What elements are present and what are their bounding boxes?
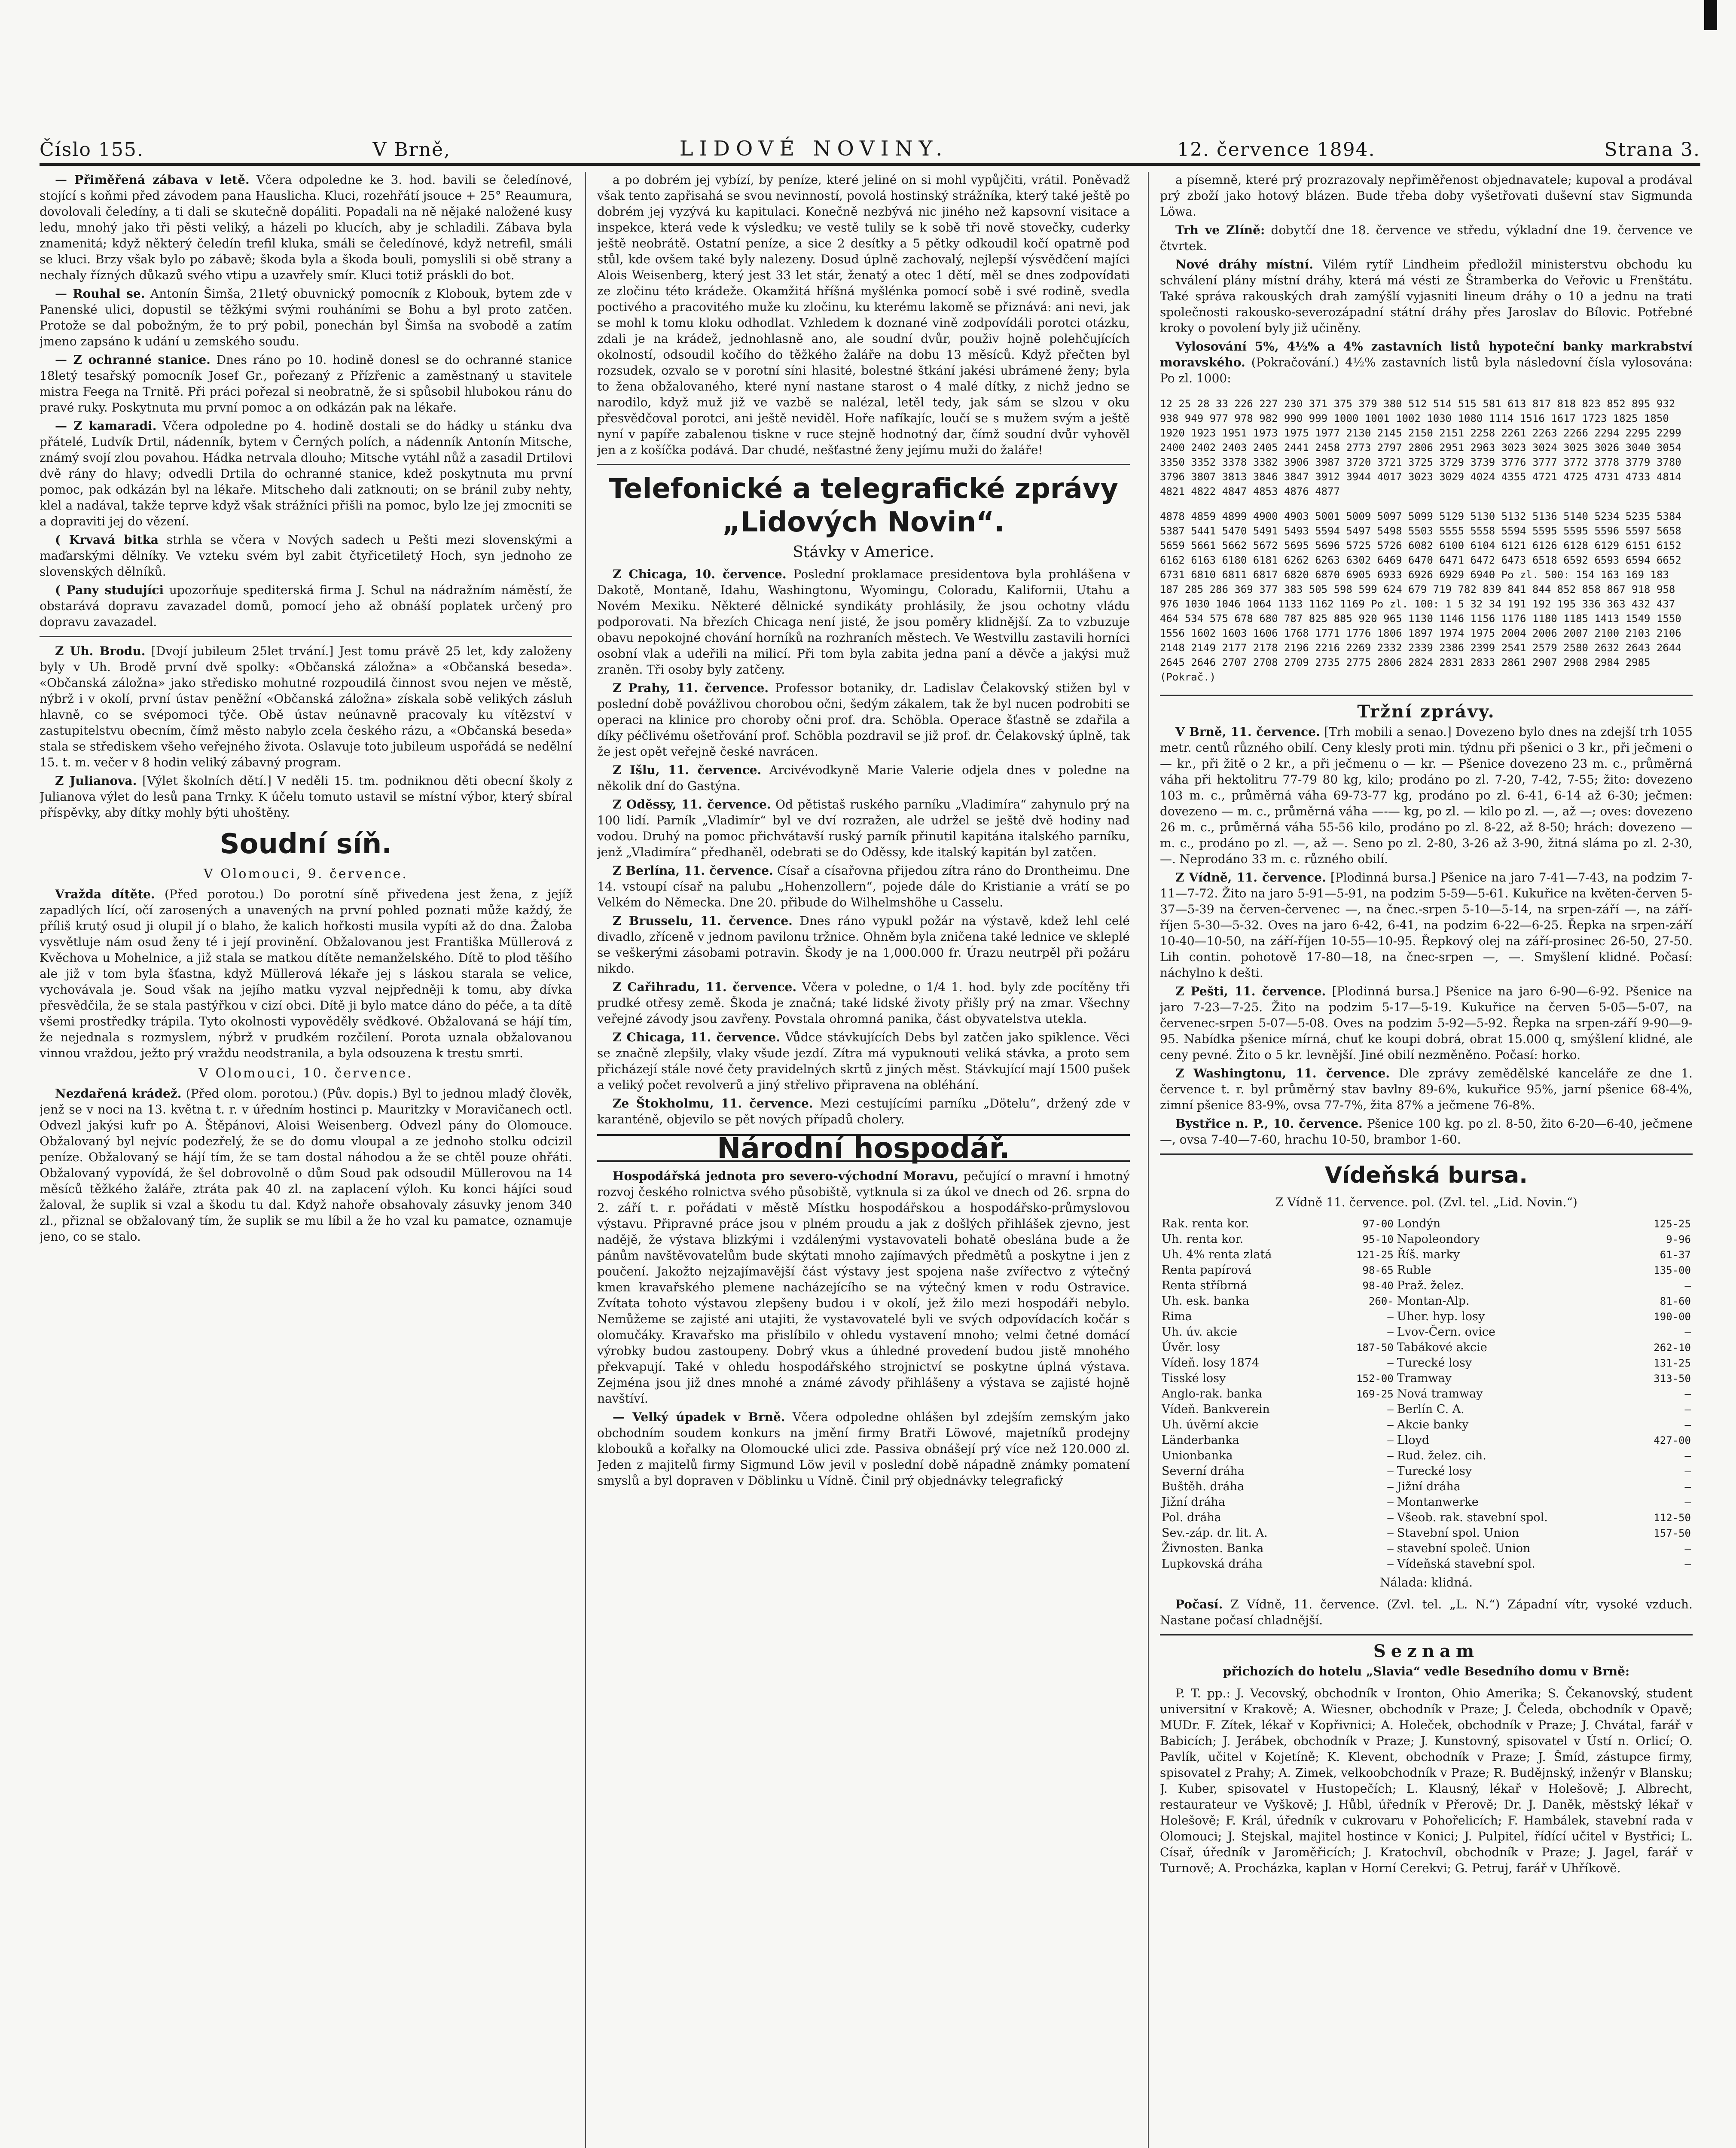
bourse-security: Uher. hyp. losy [1397,1310,1485,1323]
article-title: Nové dráhy místní. [1175,257,1314,272]
article-text: (Pokračování.) 4½% zastavních listů byla následovní čísla vylosována: Po zl. 1000: [1160,355,1693,385]
bourse-row [1160,1479,1693,1495]
bourse-value: — [1684,1543,1691,1555]
bourse-value: 61-37 [1660,1249,1691,1261]
bourse-row [1160,1247,1693,1263]
bourse-security: Vídeň. losy 1874 [1162,1356,1260,1370]
bourse-security: Turecké losy [1397,1465,1472,1478]
article-title: Nezdařená krádež. [55,1086,182,1101]
column-3 [1160,172,1693,2148]
article-text: Vilém rytíř Lindheim předložil ministerstvu obchodu ku schválení plány místní dráhy, která má vésti ze Štramberka do Veřovic u Frenštátu. Také správa rakouských drah zamýšlí vyjasniti lineum dráhy o 10 a jednu na trati společnosti rakousko-severozápadní státní dráhy přes Jaroslav do Bílovic. Potřebné kroky o povolení byly již učiněny. [1160,257,1693,335]
weather-title: Počasí. [1175,1597,1223,1611]
bourse-value: — [1387,1527,1394,1539]
bourse-security: Turecké losy [1397,1356,1472,1370]
lottery-numbers: 4878 4859 4899 4900 4903 5001 5009 5097 5099 5129 5130 5132 5136 5140 5234 5235 5384 5387 5441 5470 5491 5493 5594 5497 5498 5503 5555 5558 5594 5595 5595 5596 5597 5658 5659 5661 5662 5672 5695 5696 5725 5726 6082 6100 6104 6121 6126 6128 6129 6151 6152 6162 6163 6180 6181 6262 6263 6302 6469 6470 6471 6472 6473 6518 6592 6593 6594 6652 6731 6810 6811 6817 6820 6870 6905 6933 6926 6929 6940 Po zl. 500: 154 163 169 183 187 285 286 369 377 383 505 598 599 624 679 719 782 839 841 844 852 858 867 918 958 976 1030 1046 1064 1133 1162 1169 Po zl. 100: 1 5 32 34 191 192 195 336 363 432 437 464 534 575 678 680 787 825 885 920 965 1130 1146 1156 1176 1180 1185 1413 1549 1550 1556 1602 1603 1606 1768 1771 1776 1806 1897 1974 1975 2004 2006 2007 2100 2103 2106 2148 2149 2177 2178 2196 2216 2269 2332 2339 2386 2399 2541 2579 2580 2632 2643 2644 2645 2646 2707 2708 2709 2735 2775 2806 2824 2831 2833 2861 2907 2908 2984 2985 (Pokrač.) [1160,510,1681,683]
article-title: Vylosování 5%, 4½% a 4% zastavních listů hypoteční banky markrabství moravského. [1160,339,1693,369]
telegram-dateline: Z Cařihradu, 11. července. [613,980,797,994]
bourse-security: Nová tramway [1397,1387,1483,1400]
article-title: — Velký úpadek v Brně. [613,1410,785,1424]
bourse-security: Londýn [1397,1217,1441,1230]
bourse-security: Akcie banky [1397,1418,1469,1431]
bourse-value: 95-10 [1362,1233,1394,1245]
bourse-row [1160,1309,1693,1324]
telegram-text: Od pětistaš ruského parníku „Vladimíra“ zahynulo prý na 100 lidí. Parník „Vladimír“ byl ve dví rozražen, ale udržel se ještě dvě hodiny nad vodou. Druhý na pomoc přichvátavší ruský parník přinutil kapitána italského parníku, jenž „Vladimíra“ předhaněl, odebrati se do Oděssy, kde italský kapitán byl zatčen. [597,797,1130,859]
bourse-value: — [1387,1465,1394,1477]
bourse-value: 152-00 [1356,1373,1394,1385]
masthead-rule [40,163,1700,166]
bourse-value: 190-00 [1654,1311,1691,1323]
bourse-value: 98-65 [1362,1264,1394,1276]
market-report [1160,870,1693,981]
article [597,1409,1130,1489]
article-text: dobytčí dne 18. července ve středu, výkladní dne 19. července ve čtvrtek. [1160,223,1693,253]
article-text: Včera odpoledne ohlášen byl zdejším zemským jako obchodním soudem konkurs na jmění firmy Bratři Löwové, majetníků prodejny klobouků a kořalky na Olomoucké ulici zde. Passiva obnášejí prý více než 120.000 zl. Jeden z majitelů firmy Sigmund Löw jevil v poslední době nápadně známky pomatení smyslů a byl dopraven v Döblinku u Vídně. Činil prý objednávky telegrafický [597,1410,1130,1488]
divider [1160,1634,1693,1635]
bourse-value: 121-25 [1356,1249,1394,1261]
bourse-row [1160,1402,1693,1417]
telegram [597,566,1130,677]
telegram [597,1029,1130,1093]
telegram-text: Poslední proklamace presidentova byla prohlášena v Dakotě, Montaně, Idahu, Washingtonu, Wyomingu, Coloradu, Kalifornii, Utahu a Novém Mexiku. Některé dělnické syndikáty prohlásily, že jsou ochotny vládu podporovati. Na březích Chicaga není jisté, že jsou poměry klidnější. Za to vzbuzuje obavu nepokojné chování horníků na rozhraních městech. Ve Westvillu zastavili horníci osobní vlak a udeřili na milicí. Při tom byla zabita jedna paní a děvče a jakýsi muž zraněn. Tři osoby byly zatčeny. [597,567,1130,677]
place: V Brně, [372,139,451,161]
bourse-row [1160,1340,1693,1355]
bourse-value: 262-10 [1654,1342,1691,1354]
bourse-value: 9-96 [1666,1233,1691,1245]
bourse-security: Unionbanka [1162,1449,1233,1462]
bourse-security: Rima [1162,1310,1192,1323]
bourse-value: — [1387,1357,1394,1369]
divider [1160,1153,1693,1155]
bourse-security: Jižní dráha [1397,1480,1461,1493]
bourse-security: Uh. úv. akcie [1162,1325,1238,1339]
article-text: a písemně, které prý prozrazovaly nepřiměřenost objednavatele; kupoval a prodával prý zboží jako hotový blázen. Bude třeba doby vyšetřovati duševní stav Sigmunda Löwa. [1160,173,1693,219]
bourse-row [1160,1355,1693,1371]
article-title: Trh ve Zlíně: [1175,223,1265,237]
bourse-security: Buštěh. dráha [1162,1480,1245,1493]
section-heading-bourse: Vídeňská bursa. [1325,1162,1528,1188]
bourse-security: Severní dráha [1162,1465,1245,1478]
section-heading-telegrams: Telefonické a telegrafické zprávy „Lidových Novin“. [608,473,1119,538]
bourse-security: Länderbanka [1162,1434,1239,1447]
telegram-text: Včera v poledne, o 1/4 1. hod. byly zde pocítěny tři prudké otřesy země. Škoda je značná; také lidské životy přišly prý na zmar. Všechny veřejné závody jsou zavřeny. Povstala ohromná panika, část obyvatelstva utekla. [597,980,1130,1026]
market-report [1160,1116,1693,1147]
bourse-security: Živnosten. Banka [1162,1542,1264,1555]
bourse-security: Lupkovská dráha [1162,1557,1263,1571]
dateline: V Olomouci, 9. července. [204,867,408,882]
weather-text: Z Vídně, 11. července. (Zvl. tel. „L. N.“) Západní vítr, vysoké vzduch. Nastane počasí chladnější. [1160,1597,1693,1627]
telegram-text: Dnes ráno vypukl požár na výstavě, kdež lehl celé divadlo, zříceně v jednom pavilonu tržnice. Ohněm byla zničena také lednice ve skleplé se veškerými zásobami potravin. Škody je na 1,000.000 fr. Úrazu neutrpěl při požáru nikdo. [597,914,1130,976]
bourse-security: Uh. 4% renta zlatá [1162,1248,1272,1261]
article [40,582,572,630]
divider [597,464,1130,465]
market-text: [Plodinná bursa.] Pšenice na jaro 7-41—7-43, na podzim 7-11—7-72. Žito na jaro 5-91—5-91, na podzim 5-59—5-61. Kukuřice na květen-červen 5-37—5-39 na červen-červenec —, na čnec.-srpen 5-10—5-14, na srpen-září —, na září-říjen 5-30—5-32. Oves na jaro 6-42, 6-41, na podzim 6-22—6-25. Řepka na srpen-září 10-40—10-50, na září-říjen 10-55—10-95. Řepkový olej na září-prosinec 26-50, 27-50. Lih contin. pohotově 17-80—18, na čnec-srpen —, —. Smyšlení klidné. Počasí: náchylno k dešti. [1160,870,1693,980]
bourse-row [1160,1263,1693,1278]
guest-list: P. T. pp.: J. Vecovský, obchodník v Ironton, Ohio Amerika; S. Čekanovský, student universitní v Krakově; A. Wiesner, obchodník v Praze; J. Čeleda, obchodník v Opavě; MUDr. F. Zítek, lékař v Kopřivnici; A. Holeček, obchodník v Praze; J. Chvátal, farář v Babicích; J. Jerábek, obchodník v Praze; J. Kunstovný, spisovatel v Ústí n. Orlicí; O. Pavlík, učitel v Kojetíně; K. Klevent, obchodník v Praze; J. Šmíd, zástupce firmy, spisovatel z Prahy; A. Zimek, velkoobchodník v Praze; R. Budějnský, inženýr v Blansku; J. Kuber, spisovatel v Hustopečích; L. Klausný, lékař v Holešově; J. Albrecht, restaurateur ve Vyškově; J. Hůbl, úředník v Přerově; Dr. J. Daněk, městský lékař v Holešově; F. Král, úředník v cukrovaru v Pohořelicích; F. Hambálek, stavební rada v Olomouci; J. Stejskal, majitel hostince v Konici; J. Pulpitel, řídící učitel v Bystřici; L. Císař, úředník v Jaroměřicích; J. Kratochvíl, obchodník v Praze; J. Jagel, farář v Turnově; A. Procházka, kaplan v Horní Cerekvi; G. Petruj, farář v Uhříkově. [1160,1686,1693,1875]
telegram-dateline: Z Išlu, 11. července. [613,763,762,777]
divider [1160,695,1693,696]
market-dateline: Z Pešti, 11. července. [1175,984,1326,998]
article-text: pečující o mravní i hmotný rozvoj českého rolnictva svého působiště, vytknula si za úkol ve dnech od 26. srpna do 2. září t. r. pořádati v městě Místku hospodářskou a hospodářsko-průmyslovou výstavu. Připravné práce jsou v plném proudu a jak z došlých přihlášek zjevno, jest nadějě, že výstava blizkými i vzdálenými vystavovateli bohatě obeslána bude a že pánům navštěvovatelům bude skýtati mnoho zajímavých předmětů a poskytne i jen z poučení. Jakožto nejzajímavější část výstavy jest spojena naše zvířectvo z výtečný kmen kravařského plemene nacházejícího se na výtečný kmen v rodu Ostravice. Zvítata tohoto výstavou zlepšeny budou i v okolí, jež žilo mezi hospodáři nebylo. Nemůžeme se zajisté ani utajiti, že vystavovatelé byli ve svých odpovídacích kočár s olomučáky. Kravařsko ma přislíbilo v ohledu vystavení mnoho; velmi četné domácí výrobky budou zastoupeny. Dobrý vkus a úhledné provedení budou jistě mnohého překvapují. Také v ohledu hospodářského strojnictví se poskytne úplná výstava. Zejména jsou již dnes mnohé a známé závody přihlášeny a výstava se zajisté hojně navštíví. [597,1169,1130,1406]
article-title: Vražda dítěte. [55,887,155,901]
page-number: Strana 3. [1604,139,1700,161]
column-divider [1148,172,1149,2148]
article [40,286,572,349]
telegram [597,796,1130,860]
bourse-security: Uh. úvěrní akcie [1162,1418,1259,1431]
article-text: a po dobrém jej vybízí, by peníze, které jeliné on si mohl vypůjčiti, vrátil. Poněvadž však tento zapřisahá se svou nevinností, povolá hostinský strážníka, který také ještě po dobrém jej vyzývá ku kapitulaci. Konečně nezbývá nic jiného než kapsovní visitace a inspekce, která vede k výsledku; ve vestě tulily se k sobě tři nově stovečky, cuderky ještě neobrátě. Ostatní peníze, a sice 2 desítky a 5 pětky odkoudil kočí opatrně pod stůl, kde ovšem také byly nalezeny. Dosud úplně zachovalý, nejlepší výsvědčení majíci Alois Weisenberg, který jest 33 let stár, ženatý a otec 1 dětí, měl se dnes zodpovídati ze zločinu této krádeže. Okamžitá hříšná myšlénka pomocí sobě i své rodině, svedla poctivého a pracovitého muže ku zločinu, ku kterému lakomě se přiznává: ani nevi, jak se mohl k tomu kloku odhodlat. Vzhledem k doznané vině zodpovídáli porotci otázku, zdali je na krádež, jednohlasně ano, ale soudní dvůr, použiv hojně polehčujících okolností, odsoudil kočího do těžkého žaláře na dobu 13 měsíců. Když přečten byl rozsudek, ozvalo se v porotní síni hlasité, bolestné štkání jakési ubrámené ženy; byla to žena obžalovaného, které nyní nastane starost o 4 malé dítky, z nichž jedno se narodilo, když muž již ve vazbě se nalézal, letěl tedy, jak sám se slzou v oku přesvědčoval porotci, ani ještě neviděl. Hoře nafíkajíc, loučí se s mužem svým a ještě nyní v papíře zabalenou tiskne v ruce stejně hodnotný dar, čímž soudní dvůr vyhověl jen a z košíčka podává. Dar chudé, nešťastné ženy jejímu muži do žaláře! [597,173,1130,457]
bourse-row [1160,1510,1693,1526]
bourse-row [1160,1541,1693,1556]
bourse-value: 427-00 [1654,1434,1691,1446]
article-title: Hospodářská jednota pro severo-východní Moravu, [613,1169,959,1183]
article [40,886,572,1061]
issue-date: 12. července 1894. [1177,139,1376,161]
bourse-security: Všeob. rak. stavební spol. [1397,1511,1548,1524]
bourse-security: Říš. marky [1397,1248,1460,1261]
telegram-dateline: Z Oděssy, 11. července. [613,797,771,812]
bourse-row [1160,1216,1693,1232]
section-heading-guest-list: Seznam [1373,1641,1480,1661]
market-text: [Trh mobili a senao.] Dovezeno bylo dnes na zdejší trh 1055 metr. centů různého obilí. Ceny klesly proti min. týdnu při pšenici o 3 kr., při ječmeni o — kr., při žitě o 2 kr., a při ječmenu o — kr. — Pšenice dovezeno 23 m. c., průměrná váha při hektolitru 77-79 80 kg, kilo; prodáno po zl. 7-20, 7-42, 7-55; žito: dovezeno 103 m. c., průměrná váha 69-73-77 kg, prodáno po zl. 6-41, 6-14 až 6-30; ječmen: dovezeno — m. c., průměrná váha —-— kg, po zl. — kilo po zl. —, až —; oves: dovezeno 26 m. c., průměrná váha 55-56 kilo, prodáno po zl. 8-22, až 8-50; hrách: dovezeno — m. c., prodáno po zl. —, až —. Seno po zl. 2-80, 3-26 až 3-90, žitná sláma po zl. 2-30, —. Neprodáno 33 m. c. různého obilí. [1160,725,1693,866]
section-heading-court: Soudní síň. [220,828,392,860]
bourse-value: — [1387,1558,1394,1570]
article-text: Včera odpoledne po 4. hodině dostali se do hádky u stánku dva přátelé, Ludvík Drtil, nádenník, bytem v Černých polích, a nádenník Antonín Mitsche, známý svojí zlou povahou. Hádka netrvala dlouho; Mitsche vytáhl nůž a zasadil Drtilovi dvě rány do hlavy; odvedli Drtila do ochranné stanice, kdež poskytnuta mu první pomoc, pak odkázán byl na lékaře. Mitscheho dali zatknouti; on se bránil zuby nehty, klel a nadával, takže teprve když však strážníci přišli na pomoc, bylo lze jej zmocniti se a dopraviti jej do vězení. [40,419,572,528]
bourse-value: 81-60 [1660,1295,1691,1307]
bourse-note: Nálada: klidná. [1379,1575,1473,1590]
telegram [597,762,1130,794]
market-text: Pšenice 100 kg. po zl. 8-50, žito 6-20—6-40, ječmene —, ovsa 7-40—7-60, hrachu 10-50, brambor 1-60. [1160,1117,1693,1147]
article [40,352,572,415]
bourse-value: 135-00 [1654,1264,1691,1276]
article-title: Z Julianova. [55,774,137,788]
telegram-text: Arcivévodkyně Marie Valerie odjela dnes v poledne na několik dní do Gastýna. [597,763,1130,793]
article [40,172,572,283]
bourse-value: — [1387,1450,1394,1462]
bourse-row [1160,1232,1693,1247]
article-text: Včera odpoledne ke 3. hod. bavili se čeledínové, stojící s koňmi před závodem pana Hauslicha. Kluci, rozehřátí jsouce + 25° Reaumura, dovolovali čeledíny, a ti dali se skutečně dopáliti. Popadali na ně nějaké naložené kusy ledu, mnohý jako tři pěsti veliký, a házeli po klucích, aby je schladili. Zábava byla znamenitá; když některý čeledín trefil kluka, smáli se čeledínové, když netrefil, smáli se kluci. Brzy však bylo po zábavě; škoda byla a škoda bouli, pomyslili si obě strany a nechaly řízných důkazů svého vtipu a uzavřely smír. Kluci totiž práskli do bot. [40,173,572,282]
bourse-security: Renta stříbrná [1162,1279,1248,1292]
telegram-text: Mezi cestujícími parníku „Dötelu“, držený zde v karanténě, objevilo se pět nových případů cholery. [597,1096,1130,1126]
market-dateline: Z Washingtonu, 11. července. [1175,1066,1390,1080]
bourse-value: — [1684,1280,1691,1292]
article-title: — Rouhal se. [55,287,145,301]
article-text: Dnes ráno po 10. hodině donesl se do ochranné stanice 18letý tesařský pomocník Josef Gr., pořezaný z Přízřenic a zaměstnaný u stavitele mistra Feega na Trnitě. Při práci pořezal si neobratně, že si spůsobil hlubokou ránu do pravé ruky. Poskytnuta mu první pomoc a on odkázán pak na lékaře. [40,353,572,415]
bourse-value: — [1387,1481,1394,1493]
bourse-row [1160,1417,1693,1433]
bourse-value: — [1387,1404,1394,1416]
telegram [597,863,1130,910]
telegram [597,979,1130,1027]
lottery-numbers: 12 25 28 33 226 227 230 371 375 379 380 512 514 515 581 613 817 818 823 852 895 932 938 949 977 978 982 990 999 1000 1001 1002 1030 1080 1114 1516 1617 1723 1825 1850 1920 1923 1951 1973 1975 1977 2130 2145 2150 2151 2258 2261 2263 2266 2294 2295 2299 2400 2402 2403 2405 2441 2458 2773 2797 2806 2951 2963 3023 3024 3025 3026 3040 3054 3350 3352 3378 3382 3906 3987 3720 3721 3725 3729 3739 3776 3777 3772 3778 3779 3780 3796 3807 3813 3846 3847 3912 3944 4017 3023 3029 4024 4355 4721 4725 4731 4733 4814 4821 4822 4847 4853 4876 4877 [1160,398,1681,497]
article [40,773,572,821]
bourse-value: 125-25 [1654,1218,1691,1230]
bourse-value: — [1387,1326,1394,1338]
market-dateline: Bystřice n. P., 10. července. [1175,1117,1363,1131]
bourse-value: 169-25 [1356,1388,1394,1400]
bourse-security: Praž. želez. [1397,1279,1464,1292]
bourse-value: — [1387,1311,1394,1323]
article-text: upozorňuje spediterská firma J. Schul na nádražním náměstí, že obstarává dopravu zavazadel domů, pomocí jeho až obnáší poplatek určený pro dopravu zavazadel. [40,583,572,629]
market-dateline: Z Vídně, 11. července. [1175,870,1326,885]
article-title: — Přiměřená zábava v letě. [55,173,250,187]
bourse-row [1160,1464,1693,1479]
bourse-security: Stavební spol. Union [1397,1526,1519,1540]
bourse-security: Tramway [1397,1372,1452,1385]
bourse-value: — [1387,1434,1394,1446]
article-title: Z Uh. Brodu. [55,644,146,658]
bourse-security: Tisské losy [1162,1372,1226,1385]
article [40,418,572,529]
bourse-security: Úvěr. losy [1162,1341,1220,1354]
column-1 [40,172,572,2148]
market-report [1160,983,1693,1063]
bourse-security: Rud. želez. cih. [1397,1449,1486,1462]
bourse-row [1160,1556,1693,1572]
bourse-security: Uh. esk. banka [1162,1294,1249,1308]
bourse-row [1160,1448,1693,1464]
bourse-value: 131-25 [1654,1357,1691,1369]
article-text: [Dvojí jubileum 25let trvání.] Jest tomu právě 25 let, kdy založeny byly v Uh. Brodě první dvě spolky: «Občanská záložna» a «Občanská beseda». «Občanská záložna» jako středisko mohutné rozpoudilá činnost svou nejen ve městě, nýbrž i v okolí, první ústav peněžní «Občanská záložna» získala sobě velikých zásluh hlavně, co se svépomoci týče. Obě ústav neúnavně pracovaly ku vítězství v zastupitelstvu obecním, čímž město nabylo zcela českého rázu, a «Občanská beseda» stala se střediskem všeho veřejného života. Oslavuje toto jubileum uspořádá se nedělní 15. t. m. večer v 8 hodin veliký zábavný program. [40,644,572,769]
bourse-value: — [1684,1481,1691,1493]
bourse-security: stavební společ. Union [1397,1542,1531,1555]
divider [40,636,572,637]
subheading: Stávky v Americe. [793,543,934,561]
market-report [1160,1065,1693,1113]
article-title: — Z kamaradi. [55,419,157,433]
article-continuation [1160,172,1693,220]
bourse-row [1160,1495,1693,1510]
newspaper-title: LIDOVÉ NOVINY. [679,137,949,161]
telegram-text: Vůdce stávkujících Debs byl zatčen jako spiklence. Věci se značně zlepšily, vlaky všude jezdí. Zítra má vypuknouti veliká stávka, a proto sem přicházejí stále nové čety pravidelných skrtů z jiných měst. Stávkující mají 1500 pušek a veliký počet revolverů a jiný střelivo připravena na obléhání. [597,1030,1130,1092]
telegram [597,680,1130,760]
bourse-row [1160,1371,1693,1386]
column-2 [597,172,1130,2148]
bourse-row [1160,1433,1693,1448]
bourse-security: Berlín C. A. [1397,1403,1464,1416]
telegram-dateline: Z Chicaga, 10. července. [613,567,787,581]
article [40,1086,572,1245]
article-text: Antonín Šimša, 21letý obuvnický pomocník z Klobouk, bytem zde v Panenské ulici, dopustil se těžkými svými rouháními se Bohu a byl proto zatčen. Protože se dal pobožným, že to prý pobil, ponechán byl Šimša na svobodě a zatím jmeno zapsáno k udání u zemského soudu. [40,287,572,348]
market-text: [Plodinná bursa.] Pšenice na jaro 6-90—6-92. Pšenice na jaro 7-23—7-25. Žito na podzim 5-17—5-19. Kukuřice na červen 5-05—5-07, na červenec-srpen 5-07—5-08. Oves na podzim 5-92—5-92. Řepka na srpen-září 9-90—9-95. Nabídka pšenice mírná, chuť ke koupi dobrá, obrat 15.000 q, smýšlení klidné, ale ceny pevné. Žito o 5 kr. levnější. Jiné obilí nezměněno. Počasí: horko. [1160,984,1693,1062]
bourse-security: Rak. renta kor. [1162,1217,1249,1230]
bourse-security: Jižní dráha [1162,1495,1226,1509]
telegram-text: Professor botaniky, dr. Ladislav Čelakovský stižen byl v poslední době povážlivou chorobou očni, šedým zákalem, tak že byl nucen podrobiti se operaci na klinice pro choroby očni prof. dra. Schöbla. Operace šťastně se zdařila a díky péčlivému ošetřování prof. Schöbla pozdravil se již prof. dr. Čelakovský úplně, tak že jest opět veřejně české navrácen. [597,681,1130,759]
bourse-value: — [1387,1496,1394,1508]
bourse-security: Ruble [1397,1263,1431,1277]
bourse-security: Pol. dráha [1162,1511,1221,1524]
article-text: (Před porotou.) Do porotní síně přivedena jest žena, z jejíž zapadlých lící, očí zarosených a unavených na první pohled poznati může každý, že příliš krutý osud ji olupil jí o blaho, že kalich hořkosti musila vypíti až do dna. Žaloba vysvětluje nám osud ženy té i její provinění. Obžalovanou jest Františka Müllerová z Kvěchova u Mohelnice, a již stala se matkou dítěte nemanželského. Dítě to plod těšího ale již v tom byla šťastna, když Müllerová lékaře jej s láskou starala se velice, vychovávala je. Soud však na jejího matku vyzval nejpředněji k tomu, aby dívka přesvědčila, že se stala pastýřkou v cizí obci. Dítě ji bylo matce dáno do péče, a ta dítě všemi prostředky trápila. Tyto okolnosti vypověděly svědkové. Obžalovaná se hájí tím, že nejednala s rozmyslem, nýbrž v prudkém rozčilení. Porota uznala obžalovanou vinnou vraždou, ježto prý vraždu neodstranila, a byla odsouzena k trestu smrti. [40,887,572,1060]
bourse-security: Uh. renta kor. [1162,1233,1244,1246]
bourse-value: — [1387,1543,1394,1555]
bourse-table [1160,1216,1693,1572]
bourse-value: — [1684,1558,1691,1570]
edge-mark [1704,0,1717,30]
article-text: (Před olom. porotou.) (Pův. dopis.) Byl to jednou mladý člověk, jenž se v noci na 13. května t. r. v úředním hostinci p. Mauritzky v Moravičanech octl. Odvezl jakýsi kufr po A. Štěpánovi, Aloisi Weisenberg. Odvezl pány do Olomouce. Obžalovaný byl nejvíc podezřelý, že se do domu vloupal a ze jednoho stolku odcizil peníze. Obžalovaný se hájí tím, že se tam dostal náhodou a že se chtěl pouze ohřáti. Obžalovaný vypovídá, že šel dobrovolně o dům Soud pak odsoudil Müllerovou na 14 měsíců těžkého žaláře, ztráta pak 40 zl. na zaplacení výloh. Ku konci hájíci soud žaloval, že suplik si vzal a škodu tu dal. Když nahoře obsahovaly zásuvky jenom 340 zl., přiznal se obžalovaný tím, že suplik se mu líbil a že ho vzal ku pamatce, oznamuje jeno, co se stalo. [40,1086,572,1244]
article [40,532,572,580]
bourse-value: 313-50 [1654,1373,1691,1385]
bourse-row [1160,1324,1693,1340]
article-continuation [597,172,1130,458]
section-heading-market: Tržní zprávy. [1357,702,1495,722]
article [1160,256,1693,336]
article-title: ( Pany studujíci [55,583,164,597]
market-text: Dle zprávy zemědělské kanceláře ze dne 1. července t. r. byl průměrný stav bavlny 89-6%, kukuřice 95%, jarní pšenice 68-4%, zimní pšenice 83-9%, ovsa 77-7%, žita 87% a ječmene 76-8%. [1160,1066,1693,1112]
bourse-security: Anglo-rak. banka [1162,1387,1262,1400]
bourse-value: — [1684,1465,1691,1477]
telegram-dateline: Z Prahy, 11. července. [613,681,769,695]
bourse-row [1160,1278,1693,1294]
article-text: strhla se včera v Nových sadech u Pešti mezi slovenskými a maďarskými dělníky. Ve vzteku svém byl zabit čtyřicetiletý Hoch, syn jednoho ze slovenských dělníků. [40,533,572,579]
bourse-security: Sev.-záp. dr. lit. A. [1162,1526,1268,1540]
article-text: [Výlet školních dětí.] V neděli 15. tm. podniknou děti obecní školy z Julianova výlet do lesů pana Trnky. K účelu tomuto ustavil se místní výbor, který sbíral příspěvky, aby dítky mohly býti uhoštěny. [40,774,572,820]
bourse-value: — [1387,1419,1394,1431]
telegram-dateline: Ze Štokholmu, 11. července. [613,1096,813,1111]
telegram [597,1095,1130,1127]
weather-report [1160,1596,1693,1628]
bourse-row [1160,1386,1693,1402]
telegram [597,913,1130,976]
guest-list-subheading: přichozích do hotelu „Slavia“ vedle Besedního domu v Brně: [1223,1664,1630,1678]
telegram-text: Císař a císařovna přijedou zítra ráno do Drontheimu. Dne 14. vstoupí císař na palubu „Hohenzollern“, pojede dále do Kristianie a vrátí se po Velkém do Německa. Dne 20. přibude do Wilhelmshöhe u Casselu. [597,863,1130,909]
market-report [1160,724,1693,867]
bourse-security: Montanwerke [1397,1495,1479,1509]
bourse-security: Napoleondory [1397,1233,1480,1246]
bourse-value: 157-50 [1654,1527,1691,1539]
bourse-value: — [1387,1512,1394,1524]
section-heading-economy: Národní hospodář. [597,1134,1130,1162]
article-title: ( Krvavá bitka [55,533,159,547]
telegram-dateline: Z Brusselu, 11. července. [613,914,793,928]
bourse-security: Lloyd [1397,1434,1430,1447]
bourse-subheading: Z Vídně 11. července. pol. (Zvl. tel. „Lid. Novin.“) [1275,1195,1577,1209]
issue-number: Číslo 155. [40,139,144,161]
bourse-security: Lvov-Čern. ovice [1397,1325,1495,1339]
bourse-value: 112-50 [1654,1512,1691,1524]
bourse-security: Vídeňská stavební spol. [1397,1557,1536,1571]
bourse-security: Vídeň. Bankverein [1162,1403,1270,1416]
article [40,643,572,770]
bourse-value: — [1684,1404,1691,1416]
bourse-security: Tabákové akcie [1397,1341,1487,1354]
bourse-value: 98-40 [1362,1280,1394,1292]
bourse-value: — [1684,1450,1691,1462]
masthead [40,126,1700,161]
bourse-security: Renta papírová [1162,1263,1252,1277]
article-title: — Z ochranné stanice. [55,353,211,367]
bourse-value: 187-50 [1356,1342,1394,1354]
dateline: V Olomouci, 10. července. [198,1066,413,1081]
article [597,1168,1130,1407]
bourse-value: — [1684,1326,1691,1338]
bourse-value: — [1684,1419,1691,1431]
article [1160,222,1693,254]
bourse-row [1160,1294,1693,1309]
bourse-value: 97-00 [1362,1218,1394,1230]
market-dateline: V Brně, 11. července. [1175,725,1320,739]
bourse-row [1160,1526,1693,1541]
telegram-dateline: Z Berlína, 11. července. [613,863,773,878]
column-divider [585,172,586,2148]
article [1160,339,1693,386]
telegram-dateline: Z Chicaga, 11. července. [613,1030,781,1044]
bourse-value: — [1684,1388,1691,1400]
bourse-value: 260- [1368,1295,1394,1307]
bourse-security: Montan-Alp. [1397,1294,1470,1308]
bourse-value: — [1684,1496,1691,1508]
